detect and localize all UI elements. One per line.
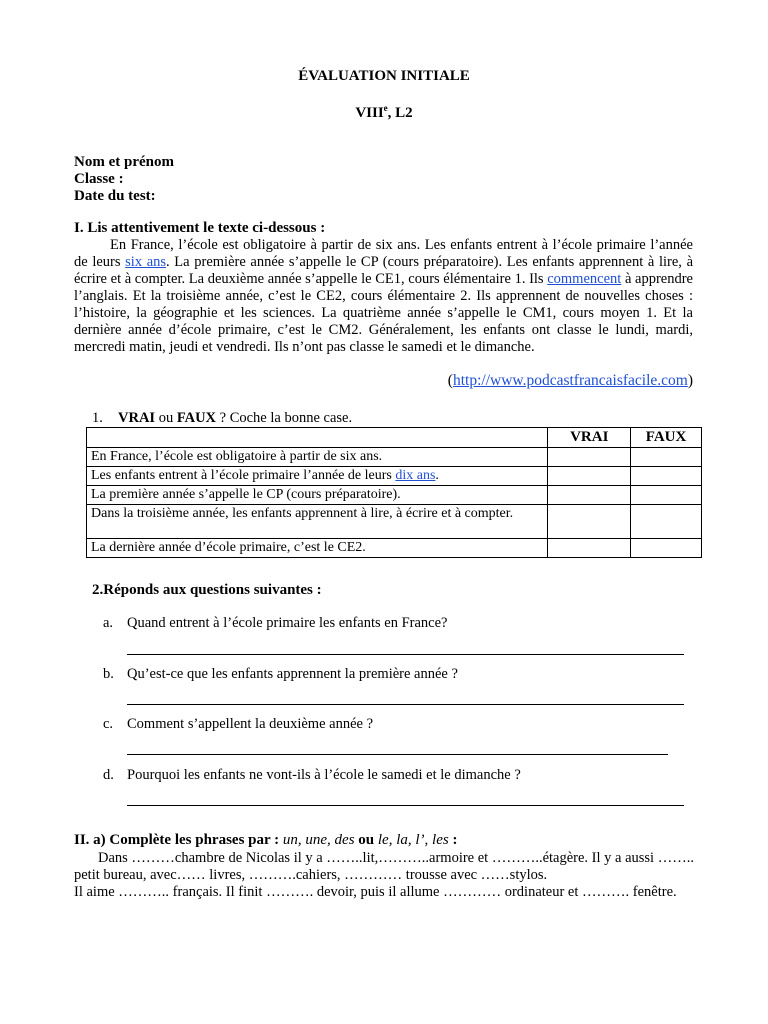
true-false-table	[86, 427, 702, 558]
text-part-3: à apprendre l’anglais. Et la troisième année, c’est le CE2, cours élémentaire 2. Ils apprennent de nouvelles choses : l’histoire, la géographie et les sciences. La quatrième année s’appelle le CM1, cours moyen 1. Et la dernière année d’école primaire, c’est le CM2. Généralement, les enfants ont classe le lundi, mardi, mercredi matin, jeudi et vendredi. Ils n’ont pas classe le samedi et le dimanche.	[74, 271, 693, 355]
field-class: Classe :	[74, 171, 124, 187]
statement-cell	[87, 467, 548, 486]
question-letter: d.	[103, 767, 114, 783]
question-text: Quand entrent à l’école primaire les enfants en France?	[127, 615, 448, 631]
question-text: Comment s’appellent la deuxième année ?	[127, 716, 374, 732]
statement-text: La première année s’appelle le CP (cours préparatoire).	[91, 487, 401, 502]
faux-checkbox-cell[interactable]	[631, 467, 702, 486]
faux-checkbox-cell[interactable]	[631, 505, 702, 539]
table-row	[87, 467, 702, 486]
vrai-checkbox-cell[interactable]	[548, 539, 631, 558]
articles-indefinite: un, une, des	[282, 832, 355, 848]
field-date: Date du test:	[74, 188, 156, 204]
question-c	[103, 716, 373, 733]
commencent-link[interactable]: commencent	[547, 271, 622, 287]
answer-line-a[interactable]	[127, 654, 684, 655]
question-letter: a.	[103, 615, 114, 631]
text-part-2: . La première année s’appelle le CP (cours préparatoire). Les enfants apprennent à lire, à écrire et à compter. La deuxième année s’appelle le CE1, cours élémentaire 1. Ils	[74, 254, 694, 287]
source-open: (	[447, 372, 453, 389]
faux-checkbox-cell[interactable]	[631, 486, 702, 505]
page-title: ÉVALUATION INITIALE	[298, 68, 470, 84]
question-a	[103, 615, 447, 632]
question1-title	[92, 410, 352, 427]
reading-text	[74, 237, 693, 356]
question-d	[103, 767, 521, 784]
subtitle-rest: , L2	[387, 105, 413, 121]
faux-label: FAUX	[176, 410, 217, 426]
section2-heading-end: :	[448, 832, 458, 848]
source-close: )	[687, 372, 693, 389]
statement-text-end: .	[435, 468, 439, 483]
statement-text: En France, l’école est obligatoire à partir de six ans.	[91, 449, 383, 464]
text-part-1: En France, l’école est obligatoire à partir de six ans. Les enfants entrent à l’école primaire l’année de leurs	[74, 237, 693, 270]
section-questions-heading: 2.Réponds aux questions suivantes :	[92, 582, 322, 598]
exercise-line-2: Il aime ……….. français. Il finit ………. devoir, puis il allume ………… ordinateur et ………. fenêtre.	[74, 884, 677, 900]
question-letter: b.	[103, 666, 114, 682]
statement-cell	[87, 486, 548, 505]
statement-cell	[87, 448, 548, 467]
source-link[interactable]: http://www.podcastfrancaisfacile.com	[452, 372, 688, 389]
question-b	[103, 666, 458, 683]
table-row	[87, 539, 702, 558]
subtitle-main: VIII	[355, 105, 384, 121]
exercise-line-1: Dans ………chambre de Nicolas il y a ……..lit,………..armoire et ………..étagère. Il y a aussi …….. petit bureau, avec…… livres, ……….cahiers, ………… trousse avec ……stylos.	[74, 850, 694, 883]
question1-number: 1.	[92, 410, 103, 426]
answer-line-d[interactable]	[127, 805, 684, 806]
statement-cell	[87, 539, 548, 558]
answer-line-b[interactable]	[127, 704, 684, 705]
field-name: Nom et prénom	[74, 154, 174, 170]
table-header-statement	[87, 428, 548, 448]
question-letter: c.	[103, 716, 114, 732]
table-row	[87, 448, 702, 467]
section2-heading-bold: II. a) Complète les phrases par :	[74, 832, 283, 848]
answer-line-c[interactable]	[127, 754, 668, 755]
statement-text: Dans la troisième année, les enfants apprennent à lire, à écrire et à compter.	[91, 506, 514, 521]
dix-ans-link[interactable]: dix ans	[395, 468, 436, 483]
articles-definite: le, la, l’, les	[377, 832, 449, 848]
vrai-checkbox-cell[interactable]	[548, 505, 631, 539]
section2-heading	[74, 832, 457, 849]
subtitle-sup: e	[383, 103, 388, 113]
page-subtitle	[0, 103, 768, 122]
vrai-checkbox-cell[interactable]	[548, 448, 631, 467]
vrai-checkbox-cell[interactable]	[548, 486, 631, 505]
faux-checkbox-cell[interactable]	[631, 448, 702, 467]
table-row	[87, 486, 702, 505]
six-ans-link[interactable]: six ans	[125, 254, 167, 270]
table-header-faux: FAUX	[631, 428, 702, 448]
vrai-checkbox-cell[interactable]	[548, 467, 631, 486]
table-row	[87, 505, 702, 539]
statement-text: La dernière année d’école primaire, c’est le CE2.	[91, 540, 366, 555]
fill-in-exercise	[74, 850, 699, 901]
table-header-row	[87, 428, 702, 448]
statement-cell	[87, 505, 548, 539]
section1-heading: I. Lis attentivement le texte ci-dessous :	[74, 220, 326, 236]
vrai-label: VRAI	[118, 410, 156, 426]
question-text: Pourquoi les enfants ne vont-ils à l’école le samedi et le dimanche ?	[127, 767, 521, 783]
ou-label: ou	[155, 410, 177, 426]
source-citation	[74, 372, 693, 390]
table-header-vrai: VRAI	[548, 428, 631, 448]
section2-heading-ou: ou	[354, 832, 378, 848]
question1-instruction: ? Coche la bonne case.	[216, 410, 353, 426]
question-text: Qu’est-ce que les enfants apprennent la première année ?	[127, 666, 458, 682]
statement-text: Les enfants entrent à l’école primaire l’année de leurs	[91, 468, 396, 483]
faux-checkbox-cell[interactable]	[631, 539, 702, 558]
